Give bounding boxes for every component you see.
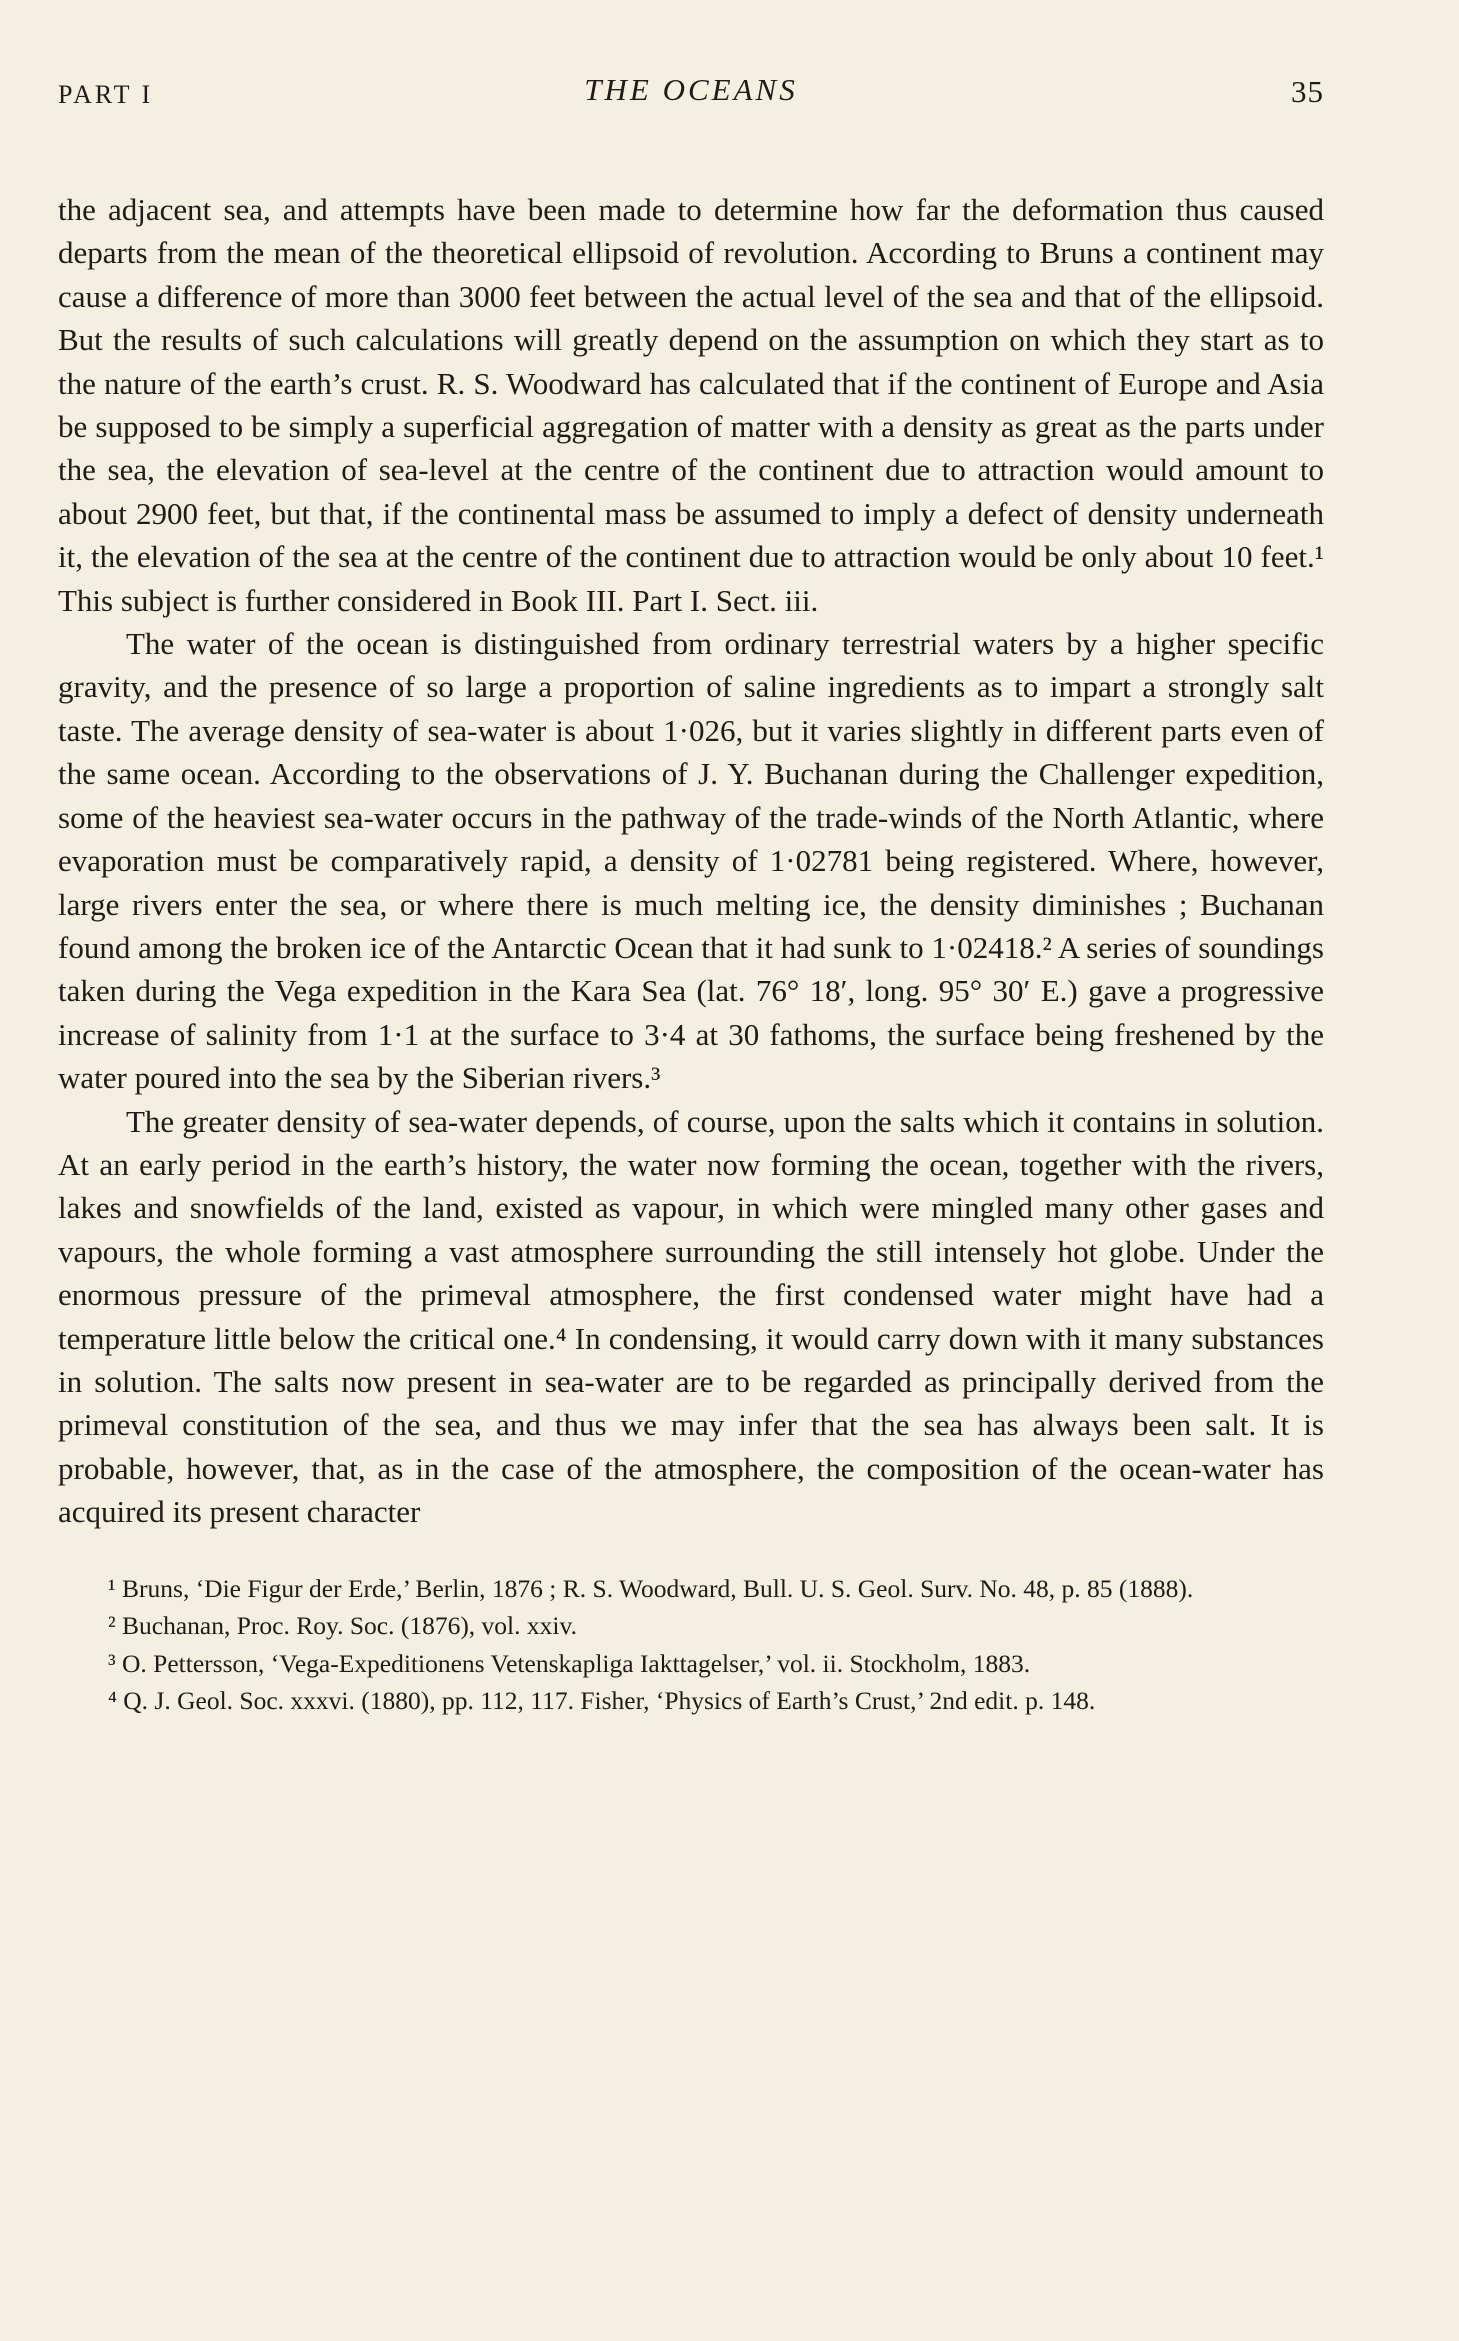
page-number: 35 <box>1291 74 1324 109</box>
book-page <box>58 72 1324 2272</box>
footnote-2: ² Buchanan, Proc. Roy. Soc. (1876), vol. xxiv. <box>108 1611 577 1641</box>
footnotes <box>58 1570 1324 1720</box>
footnote-4: ⁴ Q. J. Geol. Soc. xxxvi. (1880), pp. 112, 117. Fisher, ‘Physics of Earth’s Crust,’ 2nd edit. p. 148. <box>108 1686 1096 1716</box>
footnote-1: ¹ Bruns, ‘Die Figur der Erde,’ Berlin, 1876 ; R. S. Woodward, Bull. U. S. Geol. Surv. No. 48, p. 85 (1888). <box>108 1573 1194 1603</box>
footnote-3: ³ O. Pettersson, ‘Vega-Expeditionens Vetenskapliga Iakttagelser,’ vol. ii. Stockholm, 1883. <box>108 1648 1031 1678</box>
paragraph-3: The greater density of sea-water depends, of course, upon the salts which it contains in solution. At an early period in the earth’s history, the water now forming the ocean, together with the rivers, lakes and snowfields of the land, existed as vapour, in which were mingled many other gases and vapours, the whole forming a vast atmosphere surrounding the still intensely hot globe. Under the enormous pressure of the primeval atmosphere, the first condensed water might have had a temperature little below the critical one.⁴ In condensing, it would carry down with it many substances in solution. The salts now present in sea-water are to be regarded as principally derived from the primeval constitution of the sea, and thus we may infer that the sea has always been salt. It is probable, however, that, as in the case of the atmosphere, the composition of the ocean-water has acquired its present character <box>58 1103 1324 1530</box>
body-text <box>58 188 1324 1534</box>
running-title: THE OCEANS <box>584 72 798 107</box>
paragraph-2: The water of the ocean is distinguished from ordinary terrestrial waters by a higher specific gravity, and the presence of so large a proportion of saline ingredients as to impart a strongly salt taste. The average density of sea-water is about 1·026, but it varies slightly in different parts even of the same ocean. According to the observations of J. Y. Buchanan during the Challenger expedition, some of the heaviest sea-water occurs in the pathway of the trade-winds of the North Atlantic, where evaporation must be comparatively rapid, a density of 1·02781 being registered. Where, however, large rivers enter the sea, or where there is much melting ice, the density diminishes ; Buchanan found among the broken ice of the Antarctic Ocean that it had sunk to 1·02418.² A series of soundings taken during the Vega expedition in the Kara Sea (lat. 76° 18′, long. 95° 30′ E.) gave a progressive increase of salinity from 1·1 at the surface to 3·4 at 30 fathoms, the surface being freshened by the water poured into the sea by the Siberian rivers.³ <box>58 626 1324 1096</box>
paragraph-1: the adjacent sea, and attempts have been made to determine how far the deformation thus caused departs from the mean of the theoretical ellipsoid of revolution. According to Bruns a continent may cause a difference of more than 3000 feet between the actual level of the sea and that of the ellipsoid. But the results of such calculations will greatly depend on the assumption on which they start as to the nature of the earth’s crust. R. S. Woodward has calculated that if the continent of Europe and Asia be supposed to be simply a superficial aggregation of matter with a density as great as the parts under the sea, the elevation of sea-level at the centre of the continent due to attraction would amount to about 2900 feet, but that, if the continental mass be assumed to imply a defect of density underneath it, the elevation of the sea at the centre of the continent due to attraction would be only about 10 feet.¹ This subject is further considered in Book III. Part I. Sect. iii. <box>58 192 1324 618</box>
running-header <box>58 72 1324 130</box>
part-label: PART I <box>58 80 154 109</box>
